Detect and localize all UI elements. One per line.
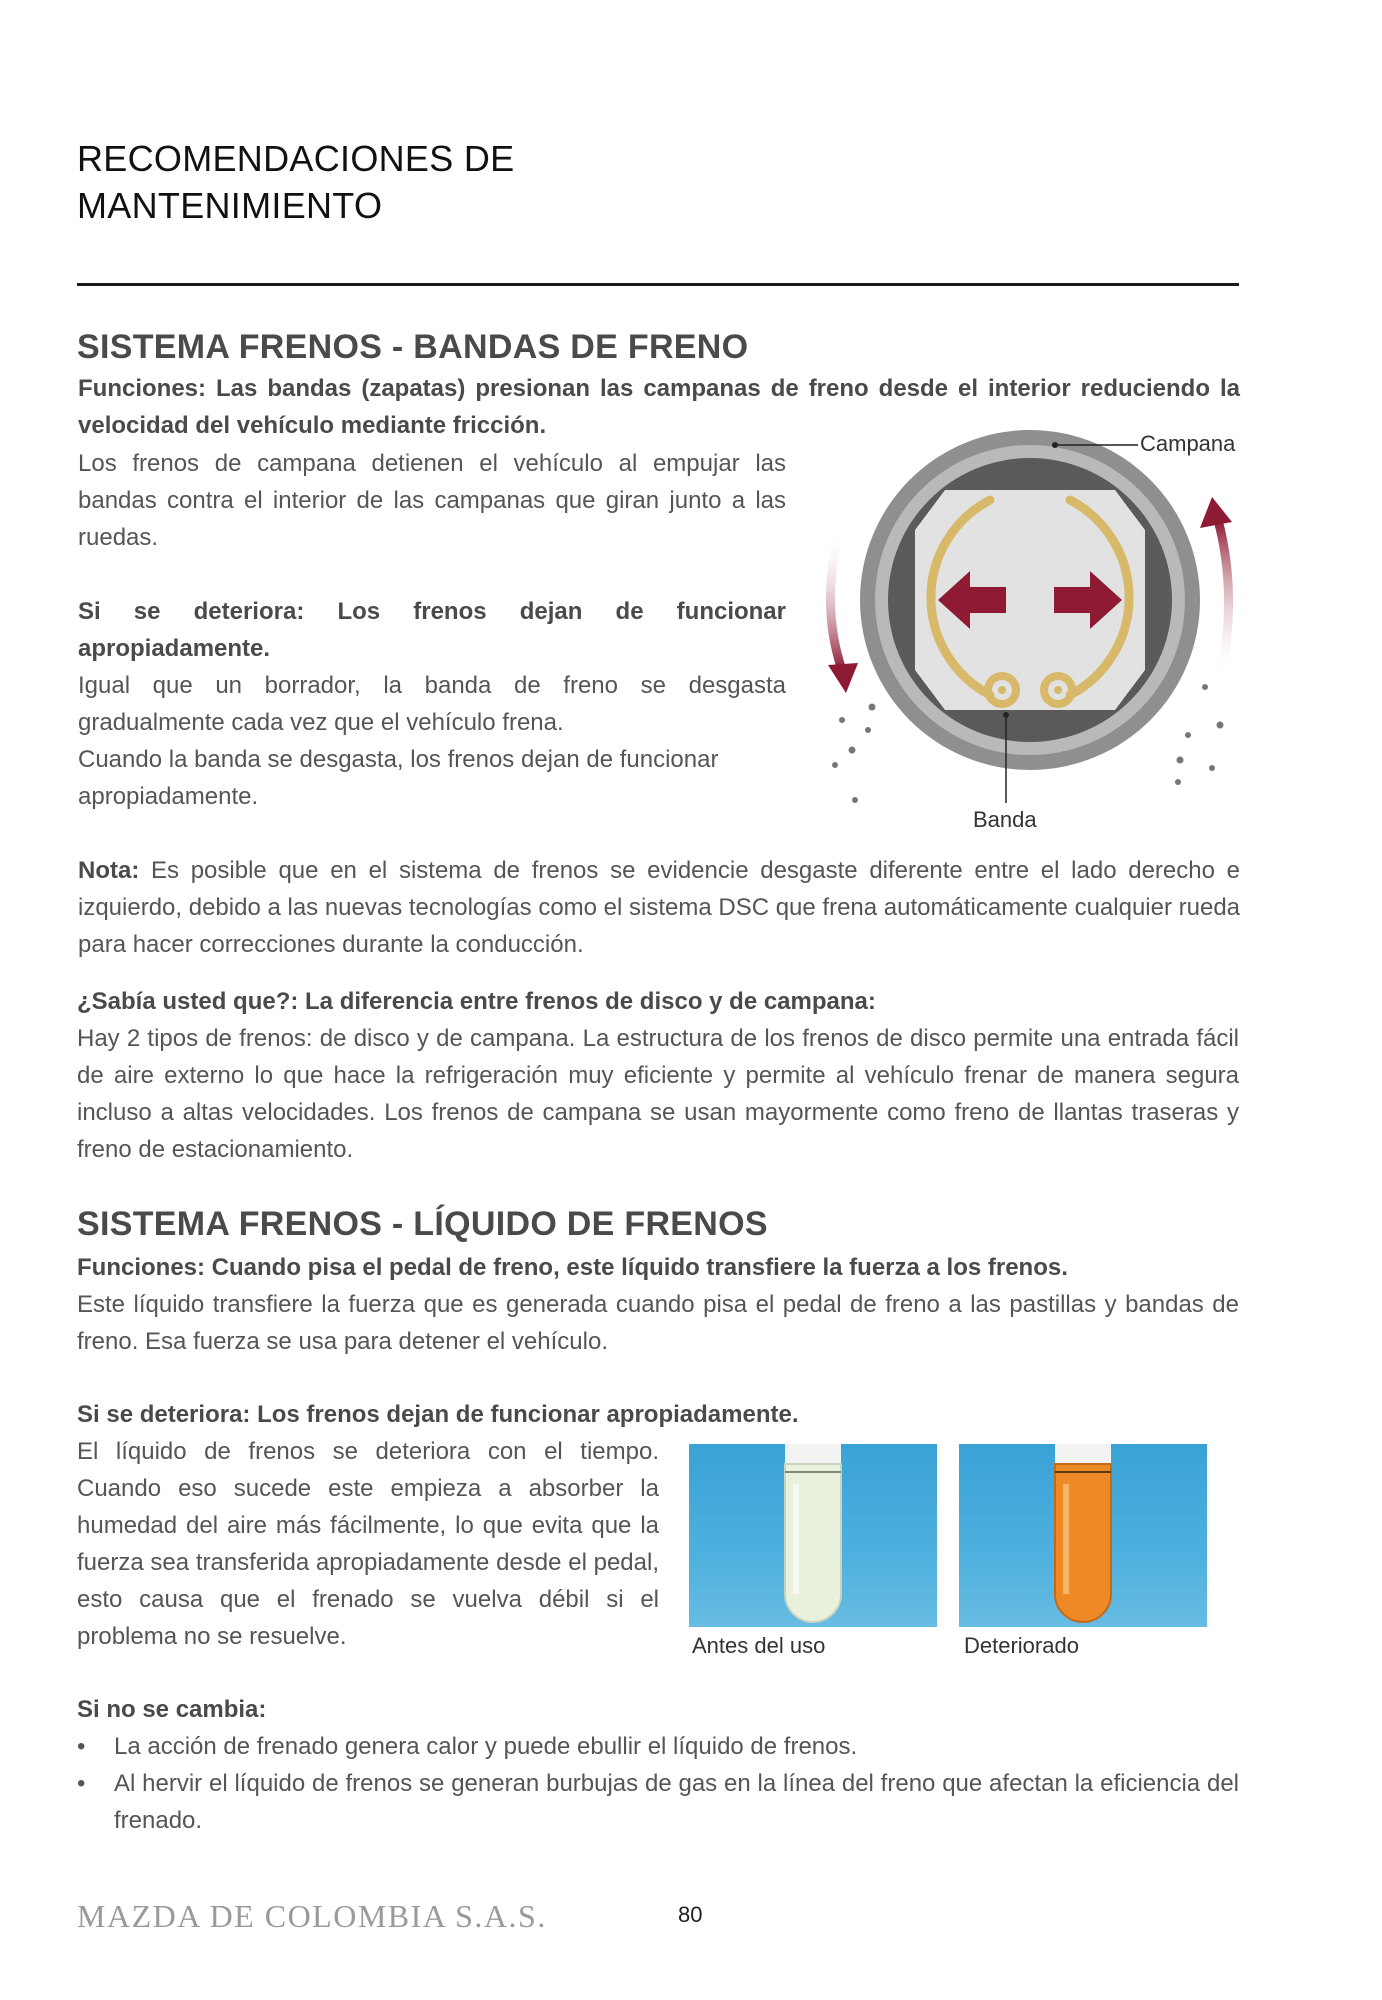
section1-deteriora-p2: Cuando la banda se desgasta, los frenos dejan de funcionar apropiadamente.: [78, 746, 719, 810]
fluid-photo-before: [689, 1444, 937, 1627]
section2-heading: SISTEMA FRENOS - LÍQUIDO DE FRENOS: [77, 1205, 768, 1243]
rotation-arrow-left: [830, 530, 842, 670]
section1-intro: Los frenos de campana detienen el vehículo al empujar las bandas contra el interior de las campanas que giran junto a las ruedas.: [78, 450, 786, 551]
section2-deteriora-p: El líquido de frenos se deteriora con el tiempo. Cuando eso sucede este empieza a absorber la humedad del aire más fácilmente, lo que evita que la fuerza sea transferida apropiadamente desde el pedal, esto causa que el frenado se vuelva débil si el problema no se resuelve.: [77, 1438, 659, 1650]
section1-note-label: Nota:: [78, 857, 140, 884]
section2-nocambia-heading: Si no se cambia:: [77, 1696, 267, 1723]
section1-deteriora-p1: Igual que un borrador, la banda de freno se desgasta gradualmente cada vez que el vehículo frena.: [78, 672, 786, 736]
section2-deteriora-label: Si se deteriora:: [77, 1401, 251, 1428]
page-title: [77, 135, 777, 229]
section2-functions: [77, 1249, 1239, 1286]
section1-note: [78, 852, 1240, 963]
section1-heading: SISTEMA FRENOS - BANDAS DE FRENO: [77, 328, 749, 366]
page-title-line2: MANTENIMIENTO: [77, 185, 383, 226]
section1-deteriora-heading: [78, 593, 786, 667]
section1-deteriora-label: Si se deteriora:: [78, 598, 305, 625]
caption-after: Deteriorado: [964, 1633, 1079, 1658]
page-title-line1: RECOMENDACIONES DE: [77, 138, 515, 179]
label-campana: Campana: [1140, 431, 1236, 456]
section1-functions-text: Las bandas (zapatas) presionan las campanas de freno desde el interior reduciendo la velocidad del vehículo mediante fricción.: [78, 375, 1240, 439]
list-item: • Al hervir el líquido de frenos se generan burbujas de gas en la línea del freno que afectan la eficiencia del frenado.: [77, 1765, 1239, 1839]
caption-before: Antes del uso: [692, 1633, 826, 1658]
page-number: 80: [678, 1902, 703, 1927]
rotation-arrow-right: [1218, 520, 1229, 680]
section1-deteriora-text: Los frenos dejan de funcionar apropiadamente.: [78, 598, 786, 662]
section2-deteriora-text: Los frenos dejan de funcionar apropiadamente.: [250, 1401, 799, 1428]
title-divider: [77, 283, 1239, 286]
section2-bullet-list: [77, 1728, 1239, 1839]
list-item: • La acción de frenado genera calor y puede ebullir el líquido de frenos.: [77, 1728, 1239, 1765]
fluid-photo-after: [959, 1444, 1207, 1627]
section2-functions-text: Cuando pisa el pedal de freno, este líquido transfiere la fuerza a los frenos.: [205, 1254, 1068, 1281]
test-tube-deteriorated: [959, 1444, 1207, 1627]
section1-sabia-text: Hay 2 tipos de frenos: de disco y de campana. La estructura de los frenos de disco permite una entrada fácil de aire externo lo que hace la refrigeración muy eficiente y permite al vehículo frenar de manera segura incluso a altas velocidades. Los frenos de campana se usan mayormente como freno de llantas traseras y freno de estacionamiento.: [77, 1025, 1239, 1163]
test-tube-fresh: [689, 1444, 937, 1627]
section1-note-text: Es posible que en el sistema de frenos se evidencie desgaste diferente entre el lado derecho e izquierdo, debido a las nuevas tecnologías como el sistema DSC que frena automáticamente cualquier rueda para hacer correcciones durante la conducción.: [78, 857, 1241, 958]
footer-brand: MAZDA DE COLOMBIA S.A.S.: [77, 1898, 547, 1934]
drum-brake-diagram: [820, 425, 1250, 830]
section2-functions-label: Funciones:: [77, 1254, 206, 1281]
section1-functions-label: Funciones:: [78, 375, 207, 402]
section1-sabia-heading: ¿Sabía usted que?: La diferencia entre frenos de disco y de campana:: [77, 988, 876, 1015]
section2-deteriora-heading: [77, 1396, 1239, 1433]
section2-intro: Este líquido transfiere la fuerza que es generada cuando pisa el pedal de freno a las pastillas y bandas de freno. Esa fuerza se usa para detener el vehículo.: [77, 1291, 1239, 1355]
label-banda: Banda: [973, 807, 1037, 832]
